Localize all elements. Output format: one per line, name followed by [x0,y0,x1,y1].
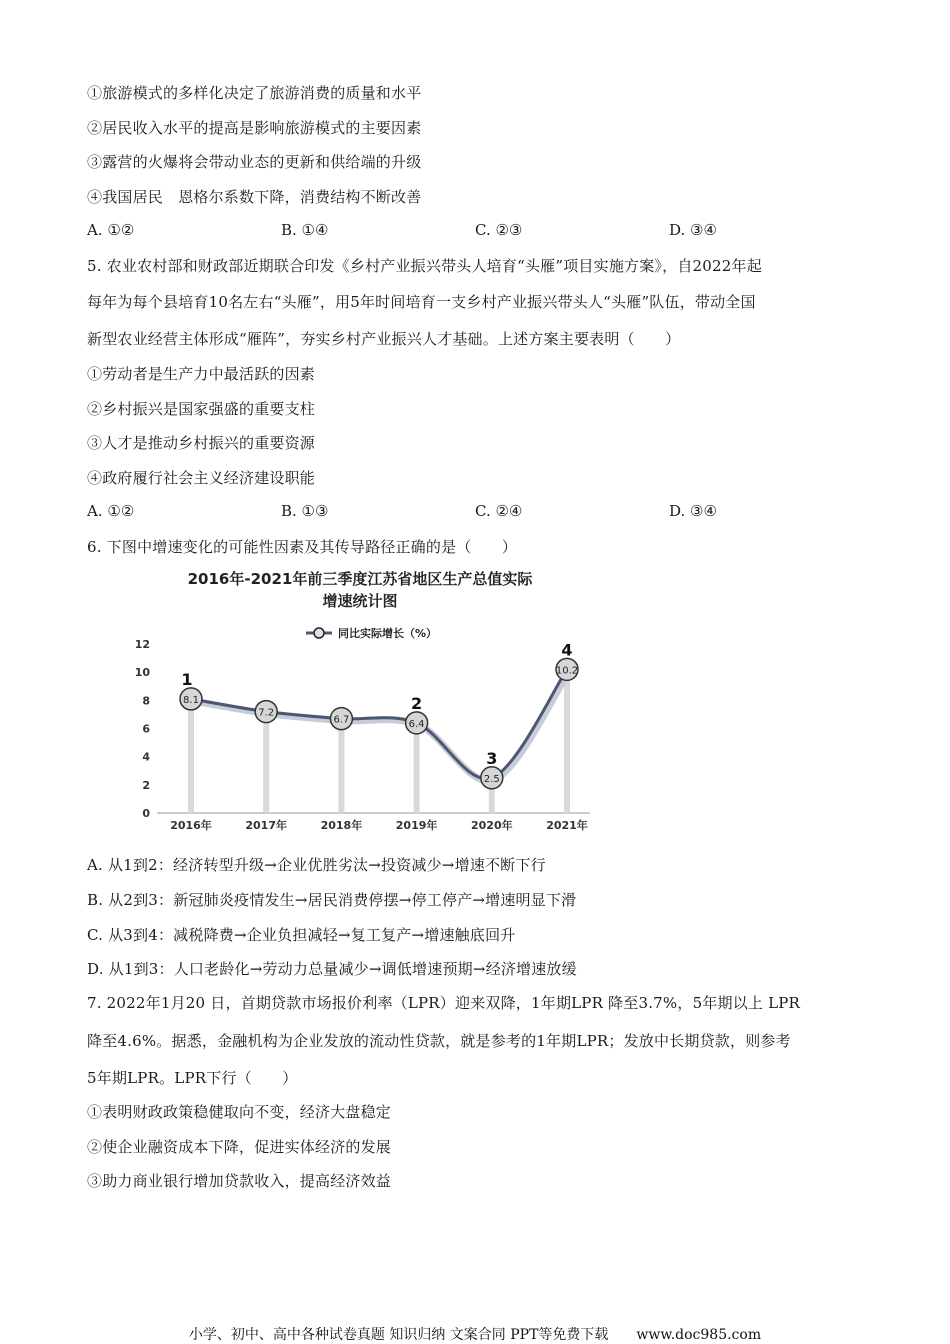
q6-option-b[interactable]: B. 从2到3：新冠肺炎疫情发生→居民消费停摆→停工停产→增速明显下滑 [87,891,577,909]
value-stem [263,712,269,813]
marker-number: 1 [181,669,193,689]
q4-item-3: ③露营的火爆将会带动业态的更新和供给端的升级 [87,153,422,171]
data-label: 6.4 [408,718,425,730]
y-tick-label: 2 [142,778,150,792]
x-tick-label: 2021年 [546,819,588,832]
q5-option-b[interactable]: B. ①③ [281,502,329,520]
q4-item-4: ④我国居民 恩格尔系数下降，消费结构不断改善 [87,188,422,206]
series-line-shadow [193,671,569,780]
y-tick-label: 8 [142,694,150,708]
marker-number: 4 [561,640,573,660]
data-label: 8.1 [183,694,199,706]
chart-legend [306,626,437,640]
q7-stem-line-1: 7. 2022年1月20 日，首期贷款市场报价利率（LPR）迎来双降，1年期LPR 降至3.7%，5年期以上 LPR [87,994,801,1012]
q5-item-3: ③人才是推动乡村振兴的重要资源 [87,434,316,452]
x-tick-label: 2018年 [320,819,363,832]
x-tick-label: 2019年 [395,819,438,832]
q4-option-c[interactable]: C. ②③ [475,221,523,239]
y-tick-label: 0 [142,807,150,820]
q7-stem-line-3: 5年期LPR。LPR下行（ ） [87,1069,298,1087]
data-label: 7.2 [258,707,275,719]
q4-option-b[interactable]: B. ①④ [281,221,329,239]
q4-option-d[interactable]: D. ③④ [669,221,717,239]
q6-option-c[interactable]: C. 从3到4：减税降费→企业负担减轻→复工复产→增速触底回升 [87,926,516,944]
q7-stem-line-2: 降至4.6%。据悉，金融机构为企业发放的流动性贷款，就是参考的1年期LPR；发放中长期贷款，则参考 [87,1032,791,1050]
y-tick-label: 4 [142,750,150,764]
q4-item-2: ②居民收入水平的提高是影响旅游模式的主要因素 [87,119,422,137]
q5-stem-line-1: 5. 农业农村部和财政部近期联合印发《乡村产业振兴带头人培育“头雁”项目实施方案》，自2022年起 [87,257,762,275]
q6-stem: 6. 下图中增速变化的可能性因素及其传导路径正确的是（ ） [87,538,518,556]
q5-item-1: ①劳动者是生产力中最活跃的因素 [87,365,316,383]
q4-item-1: ①旅游模式的多样化决定了旅游消费的质量和水平 [87,84,422,102]
data-label: 2.5 [483,773,500,785]
x-tick-label: 2016年 [170,819,212,832]
y-tick-label: 12 [134,638,150,651]
q5-option-d[interactable]: D. ③④ [669,502,717,520]
value-stem [414,723,420,813]
marker-number: 3 [486,748,498,768]
chart-title-line-2: 增速统计图 [322,592,398,610]
q4-option-a[interactable]: A. ①② [87,221,135,239]
data-label: 6.7 [333,714,350,726]
q7-item-2: ②使企业融资成本下降，促进实体经济的发展 [87,1138,392,1156]
q5-option-c[interactable]: C. ②④ [475,502,523,520]
q5-item-4: ④政府履行社会主义经济建设职能 [87,469,316,487]
value-stem [338,719,344,813]
q5-option-a[interactable]: A. ①② [87,502,135,520]
page-footer: 小学、初中、高中各种试卷真题 知识归纳 文案合同 PPT等免费下载 www.doc985.com [188,1327,762,1343]
value-stem [564,669,570,813]
x-tick-label: 2017年 [245,819,288,832]
marker-number: 2 [411,693,423,713]
q5-stem-line-3: 新型农业经营主体形成“雁阵”，夯实乡村产业振兴人才基础。上述方案主要表明（ ） [87,330,681,348]
q6-option-d[interactable]: D. 从1到3：人口老龄化→劳动力总量减少→调低增速预期→经济增速放缓 [87,960,577,978]
y-tick-label: 6 [142,722,150,736]
q5-item-2: ②乡村振兴是国家强盛的重要支柱 [87,400,316,418]
q5-stem-line-2: 每年为每个县培育10名左右“头雁”，用5年时间培育一支乡村产业振兴带头人“头雁”队伍，带动全国 [87,293,756,311]
series-line [191,669,567,778]
q7-item-3: ③助力商业银行增加贷款收入，提高经济效益 [87,1172,392,1190]
q6-option-a[interactable]: A. 从1到2：经济转型升级→企业优胜劣汰→投资减少→增速不断下行 [87,856,546,874]
y-tick-label: 10 [134,666,150,680]
chart-title-line-1: 2016年-2021年前三季度江苏省地区生产总值实际 [187,570,533,588]
value-stem [188,699,194,813]
x-tick-label: 2020年 [470,819,513,832]
q7-item-1: ①表明财政政策稳健取向不变，经济大盘稳定 [87,1103,392,1121]
chart-plot [120,565,600,840]
gdp-growth-chart [120,565,600,840]
data-label: 10.2 [555,665,579,677]
svg-text:同比实际增长（%）: 同比实际增长（%） [338,627,438,640]
